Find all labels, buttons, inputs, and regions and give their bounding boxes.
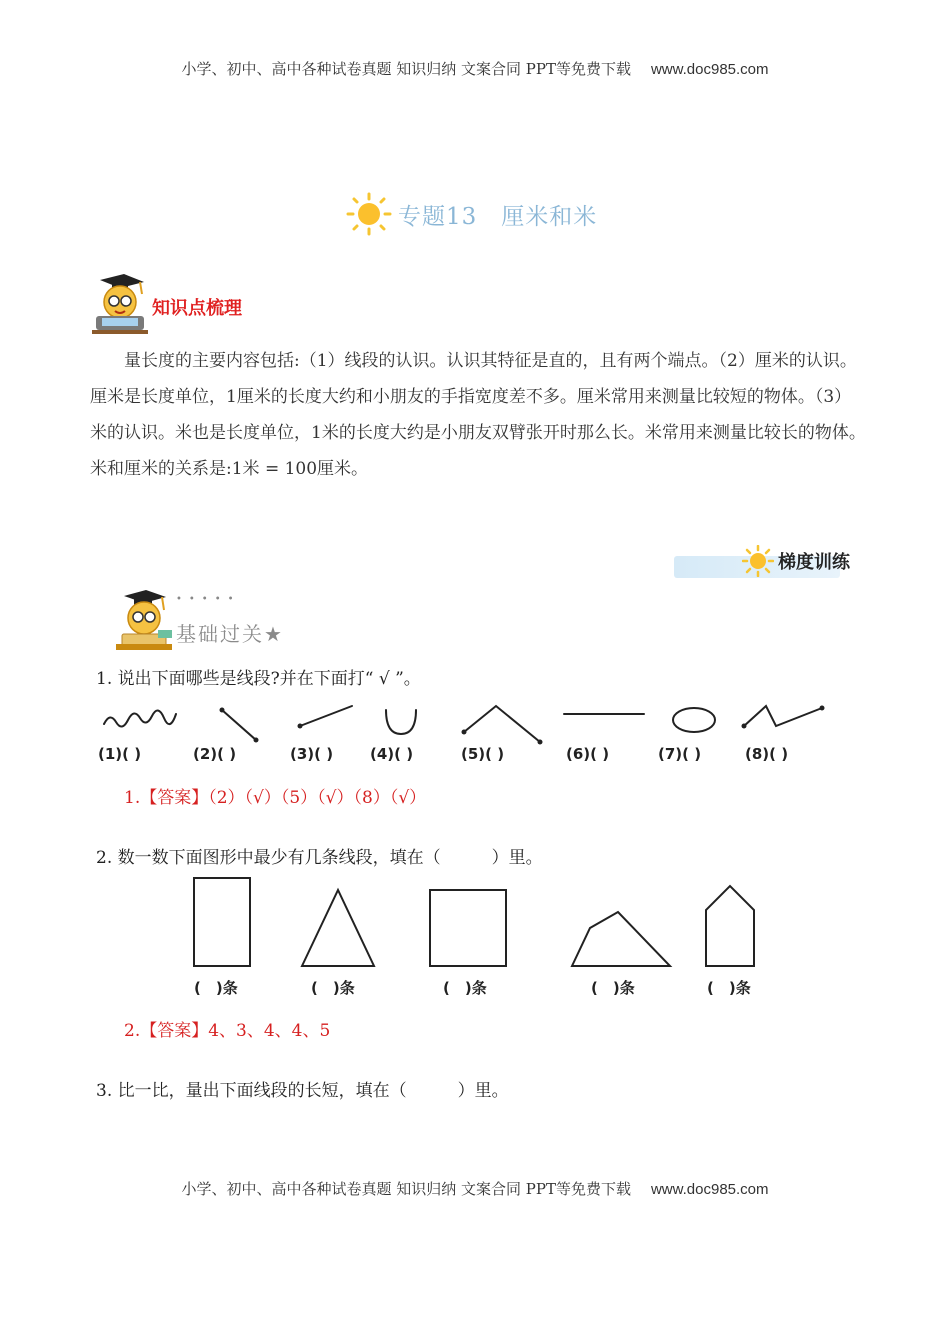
knowledge-paragraph: 量长度的主要内容包括:（1）线段的认识。认识其特征是直的，且有两个端点。（2）厘米的认识。厘米是长度单位，1厘米的长度大约和小朋友的手指宽度差不多。厘米常用来测量比较短的物体。（3）米的认识。米也是长度单位，1米的长度大约是小朋友双臂张开时那么长。米常用来测量比较长的物体。米和厘米的关系是:1米 = 100厘米。 xyxy=(90,351,866,479)
q2-triangle xyxy=(302,890,374,966)
q1-label-4: (4)( ) xyxy=(370,745,414,763)
q1-label-1: (1)( ) xyxy=(98,745,142,763)
q1-wavy-line xyxy=(104,710,176,726)
q2-square xyxy=(430,890,506,966)
q2-label-3: ( )条 xyxy=(443,979,487,997)
q1-endpoint xyxy=(462,730,467,735)
q2-label-5: ( )条 xyxy=(707,979,751,997)
q2-pentagon xyxy=(706,886,754,966)
footer-site-link[interactable]: www.doc985.com xyxy=(650,1181,769,1198)
knowledge-label: 知识点梳理 xyxy=(152,298,242,319)
question-1-figures xyxy=(96,696,836,746)
q1-label-5: (5)( ) xyxy=(461,745,505,763)
page-title xyxy=(346,192,597,236)
title-text: 专题13 厘米和米 xyxy=(398,203,598,230)
q1-endpoint xyxy=(820,706,825,711)
q2-label-4: ( )条 xyxy=(591,979,635,997)
question-2-text: 2. 数一数下面图形中最少有几条线段，填在（ ）里。 xyxy=(96,848,543,868)
q1-label-6: (6)( ) xyxy=(566,745,610,763)
section-heading xyxy=(742,541,850,581)
basic-heading xyxy=(114,588,334,654)
page-footer xyxy=(0,1178,950,1199)
knowledge-heading xyxy=(90,272,290,338)
q1-endpoint xyxy=(254,738,259,743)
q1-label-3: (3)( ) xyxy=(290,745,334,763)
student-mascot-icon xyxy=(90,272,152,338)
page-header xyxy=(0,58,950,79)
sun-icon xyxy=(346,192,392,236)
q2-label-1: ( )条 xyxy=(194,979,238,997)
question-1-text: 1. 说出下面哪些是线段?并在下面打“ √ ”。 xyxy=(96,669,421,689)
basic-label: 基础过关★ xyxy=(176,622,284,646)
q2-quadrilateral xyxy=(572,912,670,966)
q2-answer: 2.【答案】4、3、4、4、5 xyxy=(124,1021,331,1041)
header-site-link[interactable]: www.doc985.com xyxy=(650,61,769,78)
question-3-text: 3. 比一比，量出下面线段的长短，填在（ ）里。 xyxy=(96,1081,509,1101)
basic-dots: ••••• xyxy=(176,594,241,605)
section-label: 梯度训练 xyxy=(778,552,850,573)
student-reading-icon xyxy=(114,588,176,654)
q2-rectangle xyxy=(194,878,250,966)
q1-polyline-5 xyxy=(464,706,540,742)
q1-endpoint xyxy=(220,708,225,713)
q1-segment-2 xyxy=(222,710,256,740)
q1-label-7: (7)( ) xyxy=(658,745,702,763)
q1-arc-4 xyxy=(386,710,416,734)
header-text: 小学、初中、高中各种试卷真题 知识归纳 文案合同 PPT等免费下载 xyxy=(181,60,631,78)
q2-label-2: ( )条 xyxy=(311,979,355,997)
q1-ray-3 xyxy=(300,706,352,726)
q1-answer: 1.【答案】（2）（√）（5）（√）（8）（√） xyxy=(124,788,427,808)
question-2-figures xyxy=(186,872,786,972)
q1-label-2: (2)( ) xyxy=(193,745,237,763)
q1-polyline-8 xyxy=(744,706,822,726)
q1-label-8: (8)( ) xyxy=(745,745,789,763)
q1-endpoint xyxy=(742,724,747,729)
sun-icon xyxy=(742,545,774,577)
footer-text: 小学、初中、高中各种试卷真题 知识归纳 文案合同 PPT等免费下载 xyxy=(181,1180,631,1198)
q1-endpoint xyxy=(298,724,303,729)
q1-ellipse-7 xyxy=(673,708,715,732)
q1-endpoint xyxy=(538,740,543,745)
